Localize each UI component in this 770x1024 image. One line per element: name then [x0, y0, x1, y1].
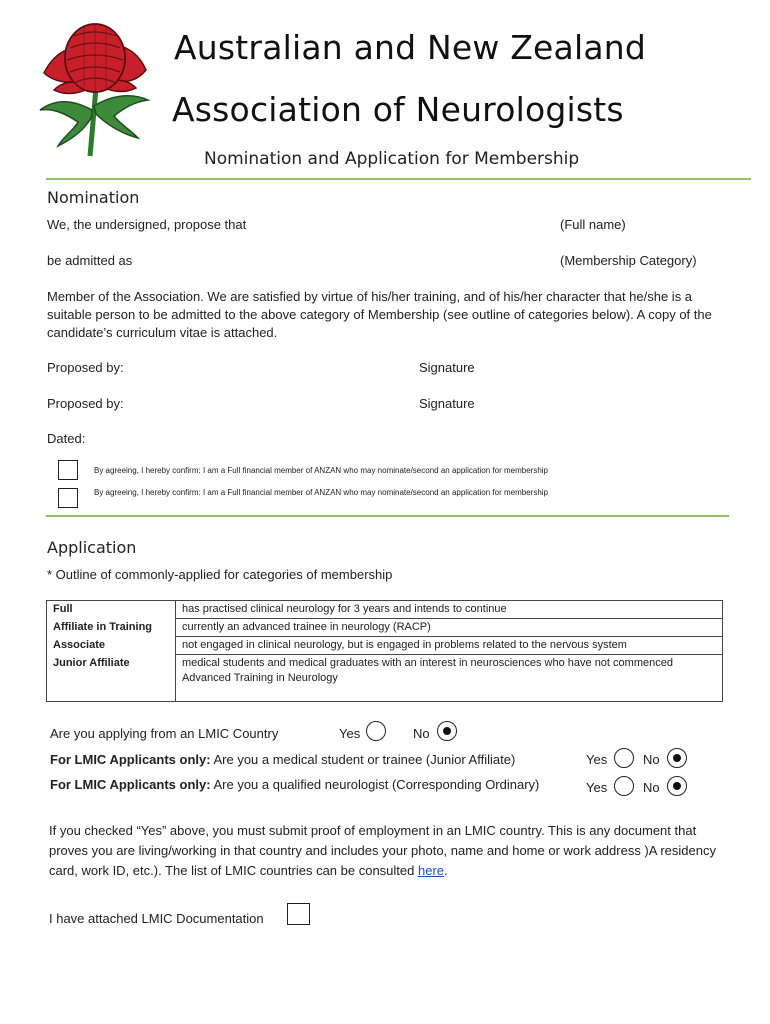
- category-name: Full: [47, 601, 176, 619]
- categories-outline-title: * Outline of commonly-applied for categories of membership: [47, 567, 393, 582]
- table-row: [47, 619, 723, 637]
- propose-text: We, the undersigned, propose that: [47, 217, 247, 232]
- proposed-by-label-2: Proposed by:: [47, 396, 124, 411]
- signature-field-2[interactable]: Signature: [419, 396, 475, 411]
- table-row: [47, 637, 723, 655]
- category-desc: medical students and medical graduates with an interest in neurosciences who have not commenced Advanced Training in Neurology: [175, 655, 722, 702]
- neurologist-yes-label: Yes: [586, 780, 608, 795]
- attached-label: I have attached LMIC Documentation: [49, 911, 264, 926]
- confirmation-text-1: By agreeing, I hereby confirm: I am a Full financial member of ANZAN who may nominate/second an application for membership: [94, 466, 548, 475]
- confirmation-checkbox-2[interactable]: [58, 488, 78, 508]
- lmic-only-label: For LMIC Applicants only:: [50, 752, 211, 767]
- lmic-no-label: No: [413, 726, 430, 741]
- lmic-yes-label: Yes: [339, 726, 361, 741]
- proof-text: If you checked “Yes” above, you must submit proof of employment in an LMIC country. This is any document that proves you are living/working in that country and includes your photo, name and home or work address )A residency card, work ID, etc.). The list of LMIC countries can be consulted: [49, 823, 716, 878]
- title-line-2: Association of Neurologists: [172, 90, 624, 129]
- proof-paragraph: [49, 821, 724, 881]
- application-heading: Application: [47, 538, 137, 557]
- nomination-heading: Nomination: [47, 188, 140, 207]
- page-subtitle: Nomination and Application for Membership: [204, 149, 580, 169]
- divider: [46, 178, 751, 180]
- category-name: Affiliate in Training: [47, 619, 176, 637]
- category-name: Junior Affiliate: [47, 655, 176, 702]
- neurologist-no-label: No: [643, 780, 660, 795]
- lmic-only-label: For LMIC Applicants only:: [50, 777, 211, 792]
- junior-affiliate-text: Are you a medical student or trainee (Junior Affiliate): [210, 752, 516, 767]
- neurologist-question: [50, 777, 539, 792]
- title-line-1: Australian and New Zealand: [174, 28, 647, 67]
- membership-categories-table: [46, 600, 723, 702]
- signature-field-1[interactable]: Signature: [419, 360, 475, 375]
- junior-yes-radio[interactable]: [614, 748, 634, 768]
- neurologist-text: Are you a qualified neurologist (Corresponding Ordinary): [210, 777, 540, 792]
- lmic-question: Are you applying from an LMIC Country: [50, 726, 279, 741]
- nomination-statement: Member of the Association. We are satisfied by virtue of his/her training, and of his/her character that he/she is a suitable person to be admitted to the above category of Membership (see outline of categories below). A copy of the candidate’s curriculum vitae is attached.: [47, 289, 712, 340]
- junior-affiliate-question: [50, 752, 515, 767]
- junior-no-label: No: [643, 752, 660, 767]
- category-name: Associate: [47, 637, 176, 655]
- membership-category-field[interactable]: (Membership Category): [560, 253, 697, 268]
- admitted-text: be admitted as: [47, 253, 133, 268]
- lmic-list-link[interactable]: here: [417, 863, 445, 878]
- table-row: [47, 655, 723, 702]
- attached-documentation-checkbox[interactable]: [287, 903, 310, 925]
- dated-label: Dated:: [47, 431, 86, 446]
- neurologist-no-radio[interactable]: [667, 776, 687, 796]
- neurologist-yes-radio[interactable]: [614, 776, 634, 796]
- confirmation-checkbox-1[interactable]: [58, 460, 78, 480]
- table-row: [47, 601, 723, 619]
- category-desc: currently an advanced trainee in neurology (RACP): [175, 619, 722, 637]
- divider: [46, 515, 729, 517]
- lmic-no-radio[interactable]: [437, 721, 457, 741]
- junior-yes-label: Yes: [586, 752, 608, 767]
- waratah-flower-logo: [34, 18, 156, 158]
- proof-end: .: [444, 863, 448, 878]
- category-desc: has practised clinical neurology for 3 years and intends to continue: [175, 601, 722, 619]
- confirmation-text-2: By agreeing, I hereby confirm: I am a Full financial member of ANZAN who may nominate/second an application for membership: [94, 488, 548, 497]
- junior-no-radio[interactable]: [667, 748, 687, 768]
- full-name-field[interactable]: (Full name): [560, 217, 626, 232]
- lmic-yes-radio[interactable]: [366, 721, 386, 741]
- category-desc: not engaged in clinical neurology, but is engaged in problems related to the nervous system: [175, 637, 722, 655]
- proposed-by-label-1: Proposed by:: [47, 360, 124, 375]
